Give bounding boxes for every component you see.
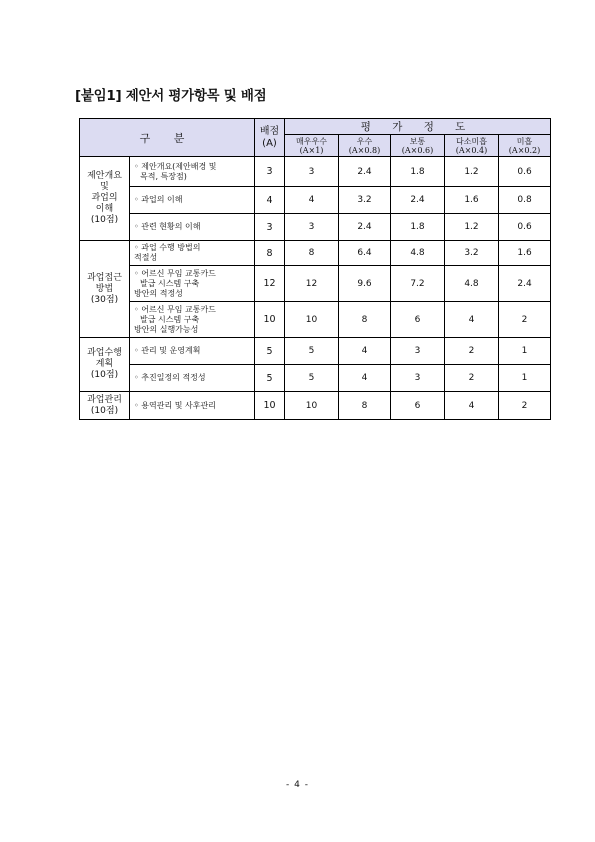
grade-value-cell: 3 (285, 157, 339, 187)
score-cell: 4 (255, 187, 285, 214)
item-cell (130, 266, 255, 302)
item-cell (130, 338, 255, 365)
header-level-multiplier: (A×0.4) (455, 145, 488, 155)
header-level (391, 135, 445, 157)
item-cell (130, 392, 255, 420)
table-row (80, 187, 551, 214)
header-level (285, 135, 339, 157)
grade-value-cell: 2.4 (339, 214, 391, 241)
table-row (80, 365, 551, 392)
header-score (255, 119, 285, 157)
category-cell (80, 241, 130, 338)
category-label-line: 방법 (95, 283, 114, 294)
grade-value-cell: 2 (499, 392, 551, 420)
item-label-line: ◦ 관련 현황의 이해 (134, 222, 201, 231)
grade-value-cell: 10 (285, 302, 339, 338)
grade-value-cell: 12 (285, 266, 339, 302)
grade-value-cell: 10 (285, 392, 339, 420)
header-level-name: 다소미흡 (456, 136, 487, 146)
category-label-line: 제안개요 (87, 171, 122, 181)
table-row (80, 338, 551, 365)
score-cell: 10 (255, 392, 285, 420)
score-cell: 5 (255, 338, 285, 365)
grade-value-cell: 4 (285, 187, 339, 214)
header-level-multiplier: (A×0.6) (401, 145, 434, 155)
evaluation-table (79, 118, 551, 420)
grade-value-cell: 6.4 (339, 241, 391, 266)
grade-value-cell: 4 (445, 392, 499, 420)
category-label-line: 및 (100, 182, 109, 192)
document-title: [붙임1] 제안서 평가항목 및 배점 (75, 88, 267, 104)
grade-value-cell: 1.6 (445, 187, 499, 214)
grade-value-cell: 2.4 (391, 187, 445, 214)
grade-value-cell: 3 (285, 214, 339, 241)
item-label-line: ◦ 추진일정의 적정성 (134, 373, 206, 382)
header-level-name: 보통 (409, 136, 426, 146)
grade-value-cell: 5 (285, 365, 339, 392)
item-label-line: ◦ 어르신 무임 교통카드 (134, 268, 216, 278)
item-label-line: 적절성 (134, 253, 158, 262)
item-cell (130, 365, 255, 392)
grade-value-cell: 8 (285, 241, 339, 266)
header-level-name: 매우우수 (296, 136, 327, 146)
item-label-line: 목적, 특장점) (140, 171, 187, 181)
grade-value-cell: 7.2 (391, 266, 445, 302)
category-label-line: 과업수행 (87, 348, 122, 358)
table-row (80, 392, 551, 420)
grade-value-cell: 1 (499, 365, 551, 392)
grade-value-cell: 1.8 (391, 157, 445, 187)
header-score-line2: (A) (262, 137, 277, 149)
item-cell (130, 214, 255, 241)
grade-value-cell: 4.8 (445, 266, 499, 302)
grade-value-cell: 8 (339, 392, 391, 420)
header-level-multiplier: (A×0.2) (508, 145, 541, 155)
header-level-name: 우수 (356, 136, 373, 146)
page-number: - 4 - (286, 780, 309, 790)
table-row (80, 157, 551, 187)
grade-value-cell: 1 (499, 338, 551, 365)
score-cell: 3 (255, 214, 285, 241)
header-division: 구 분 (80, 119, 255, 157)
category-label-line: (10점) (90, 370, 119, 380)
grade-value-cell: 2.4 (339, 157, 391, 187)
grade-value-cell: 3 (391, 338, 445, 365)
category-cell (80, 157, 130, 241)
item-cell (130, 302, 255, 338)
score-cell: 5 (255, 365, 285, 392)
table-row (80, 266, 551, 302)
header-level (445, 135, 499, 157)
category-label-line: (30점) (90, 294, 119, 305)
category-label-line: 이해 (95, 204, 114, 214)
grade-value-cell: 5 (285, 338, 339, 365)
grade-value-cell: 1.6 (499, 241, 551, 266)
grade-value-cell: 2.4 (499, 266, 551, 302)
header-level-name: 미흡 (516, 136, 533, 146)
item-label-line: ◦ 관리 및 운영계획 (134, 346, 201, 355)
category-cell (80, 338, 130, 392)
grade-value-cell: 4 (339, 338, 391, 365)
category-cell (80, 392, 130, 420)
item-label-line: ◦ 과업 수행 방법의 (134, 243, 201, 252)
category-label-line: 과업관리 (87, 394, 122, 405)
grade-value-cell: 8 (339, 302, 391, 338)
header-level-multiplier: (A×1) (299, 145, 324, 155)
table-row (80, 241, 551, 266)
grade-value-cell: 0.6 (499, 157, 551, 187)
grade-value-cell: 4 (339, 365, 391, 392)
item-label-line: ◦ 과업의 이해 (134, 195, 183, 204)
item-label-line: 발급 시스템 구축 (140, 314, 200, 324)
grade-value-cell: 9.6 (339, 266, 391, 302)
header-level (499, 135, 551, 157)
score-cell: 12 (255, 266, 285, 302)
item-label-line: ◦ 용역관리 및 사후관리 (134, 400, 216, 410)
category-label-line: 계획 (95, 359, 114, 369)
category-label-line: (10점) (90, 215, 119, 225)
grade-value-cell: 4 (445, 302, 499, 338)
item-label-line: ◦ 제안개요(제안배경 및 (134, 161, 217, 171)
item-cell (130, 241, 255, 266)
item-label-line: 방안의 실행가능성 (134, 324, 199, 334)
table-row (80, 302, 551, 338)
header-grade: 평 가 정 도 (285, 119, 551, 135)
item-label-line: 방안의 적정성 (134, 288, 183, 298)
score-cell: 8 (255, 241, 285, 266)
item-label-line: ◦ 어르신 무임 교통카드 (134, 304, 216, 314)
header-score-line1: 배점 (259, 125, 280, 137)
grade-value-cell: 0.8 (499, 187, 551, 214)
header-level-multiplier: (A×0.8) (348, 145, 381, 155)
item-cell (130, 187, 255, 214)
item-label-line: 발급 시스템 구축 (140, 278, 200, 288)
grade-value-cell: 6 (391, 392, 445, 420)
grade-value-cell: 1.2 (445, 157, 499, 187)
item-cell (130, 157, 255, 187)
table-row (80, 214, 551, 241)
score-cell: 3 (255, 157, 285, 187)
grade-value-cell: 1.8 (391, 214, 445, 241)
grade-value-cell: 2 (445, 365, 499, 392)
grade-value-cell: 3 (391, 365, 445, 392)
grade-value-cell: 2 (445, 338, 499, 365)
category-label-line: 과업접근 (87, 272, 122, 283)
score-cell: 10 (255, 302, 285, 338)
category-label-line: 과업의 (91, 193, 118, 203)
grade-value-cell: 4.8 (391, 241, 445, 266)
grade-value-cell: 6 (391, 302, 445, 338)
grade-value-cell: 3.2 (445, 241, 499, 266)
header-level (339, 135, 391, 157)
grade-value-cell: 0.6 (499, 214, 551, 241)
grade-value-cell: 1.2 (445, 214, 499, 241)
category-label-line: (10점) (90, 405, 119, 416)
grade-value-cell: 3.2 (339, 187, 391, 214)
grade-value-cell: 2 (499, 302, 551, 338)
